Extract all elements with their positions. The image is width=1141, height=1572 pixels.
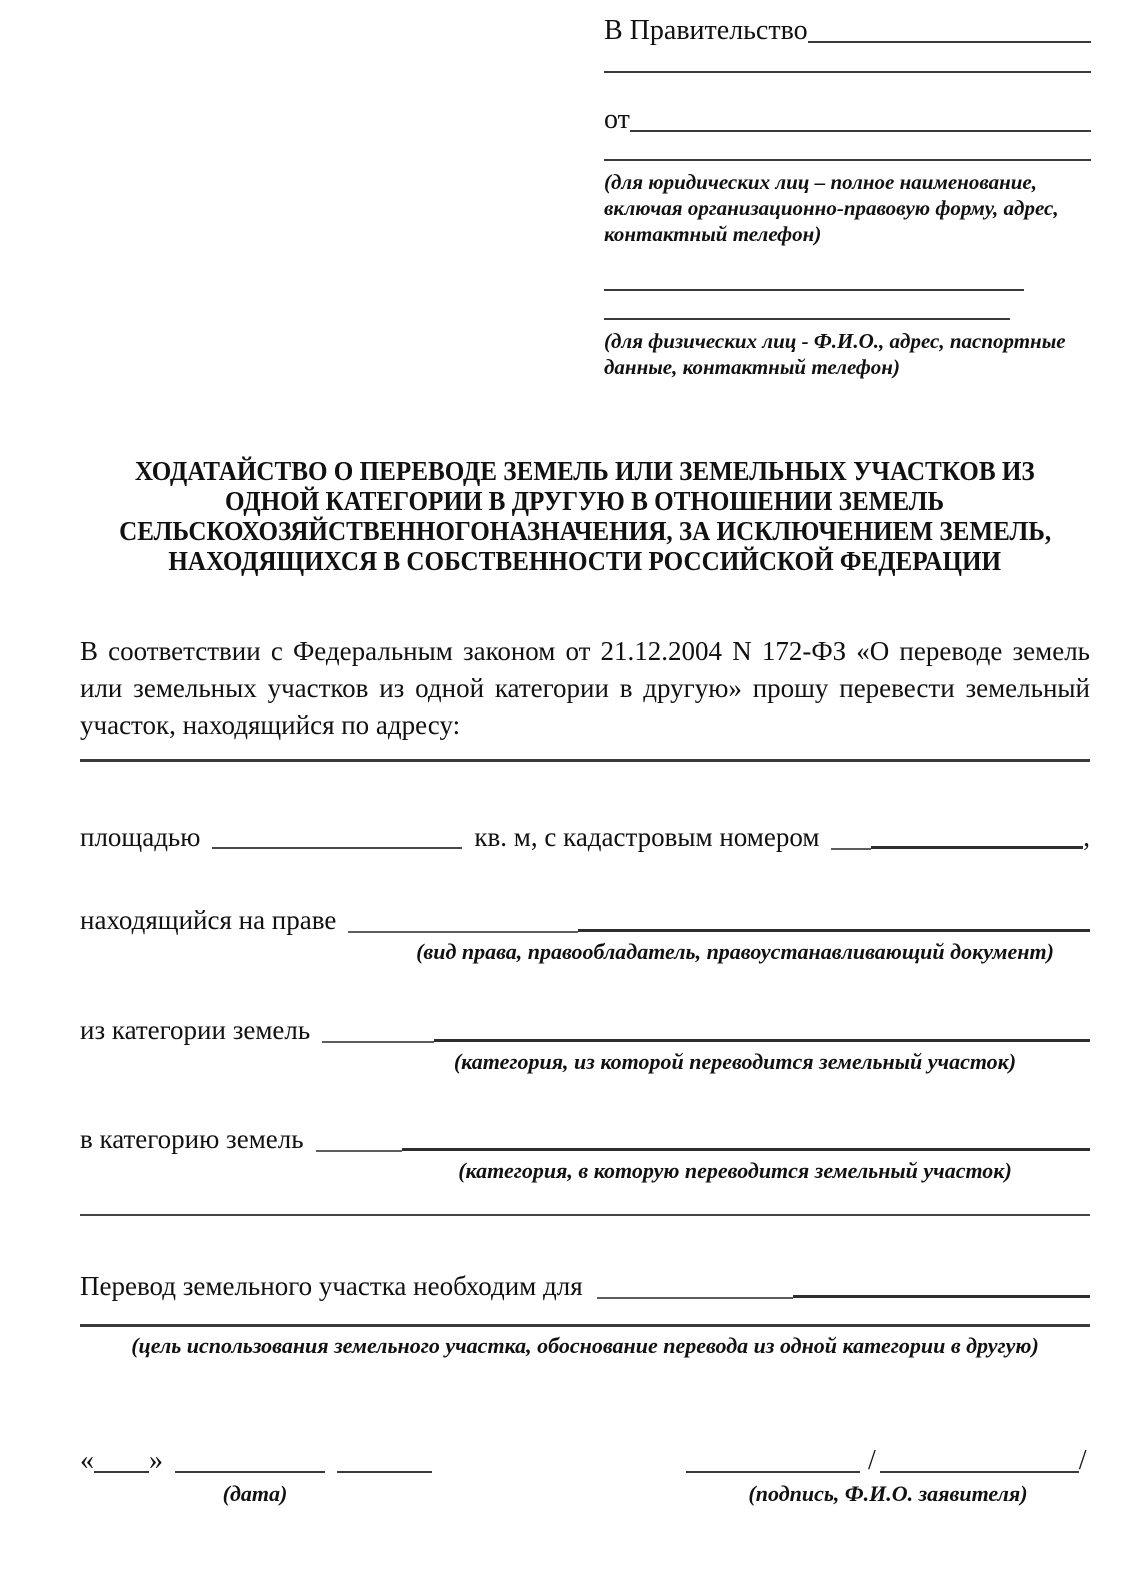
date-caption: (дата)	[222, 1481, 288, 1506]
to-category-fill-line	[402, 1148, 1090, 1151]
purpose-fill-line-short	[597, 1297, 793, 1299]
cadastral-label: кв. м, с кадастровым номером	[474, 822, 820, 852]
date-month-fill-line	[175, 1471, 325, 1473]
footer-row	[80, 1444, 1090, 1507]
signature-name-fill-line	[880, 1471, 1079, 1473]
individual-caption: (для физических лиц - Ф.И.О., адрес, паспортные данные, контактный телефон)	[604, 329, 1066, 379]
ownership-fill-line-short	[348, 931, 578, 933]
legal-entity-caption: (для юридических лиц – полное наименование, включая организационно-правовую форму, адрес, контактный телефон)	[604, 170, 1059, 246]
purpose-label: Перевод земельного участка необходим для	[80, 1271, 583, 1301]
individual-fill-line-2	[604, 318, 1010, 320]
to-government-label: В Правительство	[604, 15, 808, 46]
cadastral-fill-line	[871, 846, 1083, 849]
to-government-fill-line	[808, 41, 1091, 43]
intro-paragraph: В соответствии с Федеральным законом от 21.12.2004 N 172-ФЗ «О переводе земель или земельных участков из одной категории в другую» прошу перевести земельный участок, находящийся по адресу:	[80, 636, 1090, 740]
signature-slash-2: /	[1078, 1445, 1087, 1476]
individual-fill-line-1	[604, 289, 1024, 291]
purpose-fill-line	[793, 1295, 1090, 1298]
from-category-caption: (категория, из которой переводится земельный участок)	[453, 1049, 1017, 1074]
address-fill-line	[80, 759, 1090, 762]
title-line-4: НАХОДЯЩИХСЯ В СОБСТВЕННОСТИ РОССИЙСКОЙ ФЕДЕРАЦИИ	[168, 546, 1002, 576]
title-line-2: ОДНОЙ КАТЕГОРИИ В ДРУГУЮ В ОТНОШЕНИИ ЗЕМЕЛЬ	[225, 486, 945, 516]
signature-block	[686, 1444, 1090, 1507]
area-fill-line	[212, 847, 462, 849]
to-category-fill-line-short	[316, 1150, 402, 1152]
addressee-block	[604, 14, 1091, 380]
date-quote-close: »	[149, 1445, 163, 1476]
cadastral-fill-line-short	[831, 848, 871, 850]
document-title	[80, 456, 1090, 576]
to-government-row	[604, 14, 1091, 48]
ownership-fill-line	[578, 929, 1090, 932]
date-block	[80, 1444, 432, 1507]
to-category-label: в категорию земель	[80, 1124, 304, 1154]
date-year-fill-line	[337, 1471, 432, 1473]
cadastral-comma: ,	[1083, 822, 1090, 852]
ownership-right-row	[80, 903, 1090, 937]
date-quote-open: «	[80, 1445, 94, 1476]
title-line-3: СЕЛЬСКОХОЗЯЙСТВЕННОГОНАЗНАЧЕНИЯ, ЗА ИСКЛЮЧЕНИЕМ ЗЕМЕЛЬ,	[118, 516, 1052, 546]
from-row	[604, 103, 1091, 137]
title-line-1: ХОДАТАЙСТВО О ПЕРЕВОДЕ ЗЕМЕЛЬ ИЛИ ЗЕМЕЛЬНЫХ УЧАСТКОВ ИЗ	[135, 456, 1035, 486]
area-row	[80, 820, 1090, 854]
signature-slash-1: /	[868, 1445, 876, 1476]
signature-caption: (подпись, Ф.И.О. заявителя)	[748, 1481, 1028, 1506]
purpose-row	[80, 1269, 1090, 1303]
area-label: площадью	[80, 822, 201, 852]
signature-fill-line	[686, 1471, 860, 1473]
ownership-caption: (вид права, правообладатель, правоустанавливающий документ)	[416, 939, 1054, 964]
from-category-fill-line-short	[322, 1041, 434, 1043]
from-category-label: из категории земель	[80, 1015, 311, 1045]
divider-fill-line	[80, 1214, 1090, 1216]
purpose-fill-line-2	[80, 1324, 1090, 1327]
from-category-row	[80, 1013, 1090, 1047]
from-category-fill-line	[434, 1039, 1090, 1042]
from-label: от	[604, 104, 630, 135]
ownership-label: находящийся на праве	[80, 905, 337, 935]
purpose-caption: (цель использования земельного участка, обоснование перевода из одной категории в другую)	[131, 1333, 1039, 1358]
date-day-fill-line	[94, 1471, 149, 1473]
to-category-caption: (категория, в которую переводится земельный участок)	[458, 1158, 1012, 1183]
addressee-fill-line-2	[604, 71, 1091, 73]
to-category-row	[80, 1122, 1090, 1156]
from-fill-line	[630, 130, 1091, 132]
addressee-fill-line-4	[604, 159, 1091, 161]
